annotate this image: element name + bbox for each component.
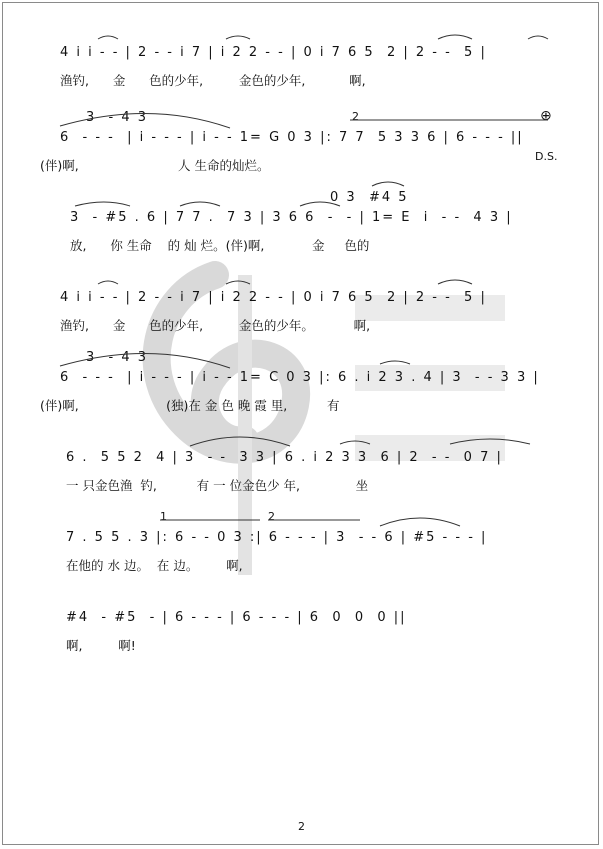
- upper-notes: 0 3 #4 5: [330, 190, 409, 205]
- score-system-3: [0, 190, 603, 270]
- notation-line: 6 . 5 5 2 4 | 3 - - 3 3 | 6 . i 2 3 3 6 | 2 - - 0 7 |: [66, 450, 503, 465]
- lyrics-line: (伴)啊, (独)在 金 色 晚 霞 里, 有: [40, 398, 340, 413]
- volta-2-label: 2: [352, 110, 359, 123]
- score-system-8: [0, 610, 603, 670]
- volta-1-label: 1: [160, 510, 167, 523]
- score-system-2: [0, 108, 603, 190]
- lyrics-line: 渔钓, 金 色的少年, 金色的少年, 啊,: [60, 73, 366, 88]
- coda-icon: ⊕: [540, 108, 552, 124]
- notation-line: #4 - #5 - | 6 - - - | 6 - - - | 6 0 0 0 ||: [66, 610, 407, 625]
- upper-notes: 3 - 4 3: [86, 350, 149, 365]
- lyrics-line: 一 只金色渔 钓, 有 一 位金色少 年, 坐: [66, 478, 369, 493]
- volta-2-label: 2: [268, 510, 275, 523]
- lyrics-line: 在他的 水 边。 在 边。 啊,: [66, 558, 243, 573]
- score-system-5: [0, 350, 603, 430]
- notation-line: 7 . 5 5 . 3 |: 6 - - 0 3 :| 6 - - - | 3 - - 6 | #5 - - - |: [66, 530, 488, 545]
- page-number: 2: [298, 820, 305, 833]
- score-system-4: [0, 290, 603, 350]
- lyrics-line: 放, 你 生命 的 灿 烂。(伴)啊, 金 色的: [70, 238, 370, 253]
- score-system-7: [0, 510, 603, 590]
- score-system-1: [0, 45, 603, 105]
- lyrics-line: (伴)啊, 人 生命的灿烂。: [40, 158, 270, 173]
- lyrics-line: 啊, 啊!: [66, 638, 136, 653]
- notation-line: 3 - #5 . 6 | 7 7 . 7 3 | 3 6 6 - - | 1= E i - - 4 3 |: [70, 210, 513, 225]
- upper-notes: 3 - 4 3: [86, 110, 149, 125]
- notation-line: 4 i i - - | 2 - - i 7 | i 2 2 - - | 0 i 7 6 5 2 | 2 - - 5 |: [60, 290, 487, 305]
- notation-line: 6 - - - | i - - - | i - - 1= C 0 3 |: 6 . i 2 3 . 4 | 3 - - 3 3 |: [60, 370, 540, 385]
- score-system-6: [0, 450, 603, 510]
- lyrics-line: 渔钓, 金 色的少年, 金色的少年。 啊,: [60, 318, 371, 333]
- notation-line: 6 - - - | i - - - | i - - 1= G 0 3 |: 7 7 5 3 3 6 | 6 - - - ||: [60, 130, 524, 145]
- ds-mark: D.S.: [535, 150, 558, 163]
- notation-line: 4 i i - - | 2 - - i 7 | i 2 2 - - | 0 i 7 6 5 2 | 2 - - 5 |: [60, 45, 487, 60]
